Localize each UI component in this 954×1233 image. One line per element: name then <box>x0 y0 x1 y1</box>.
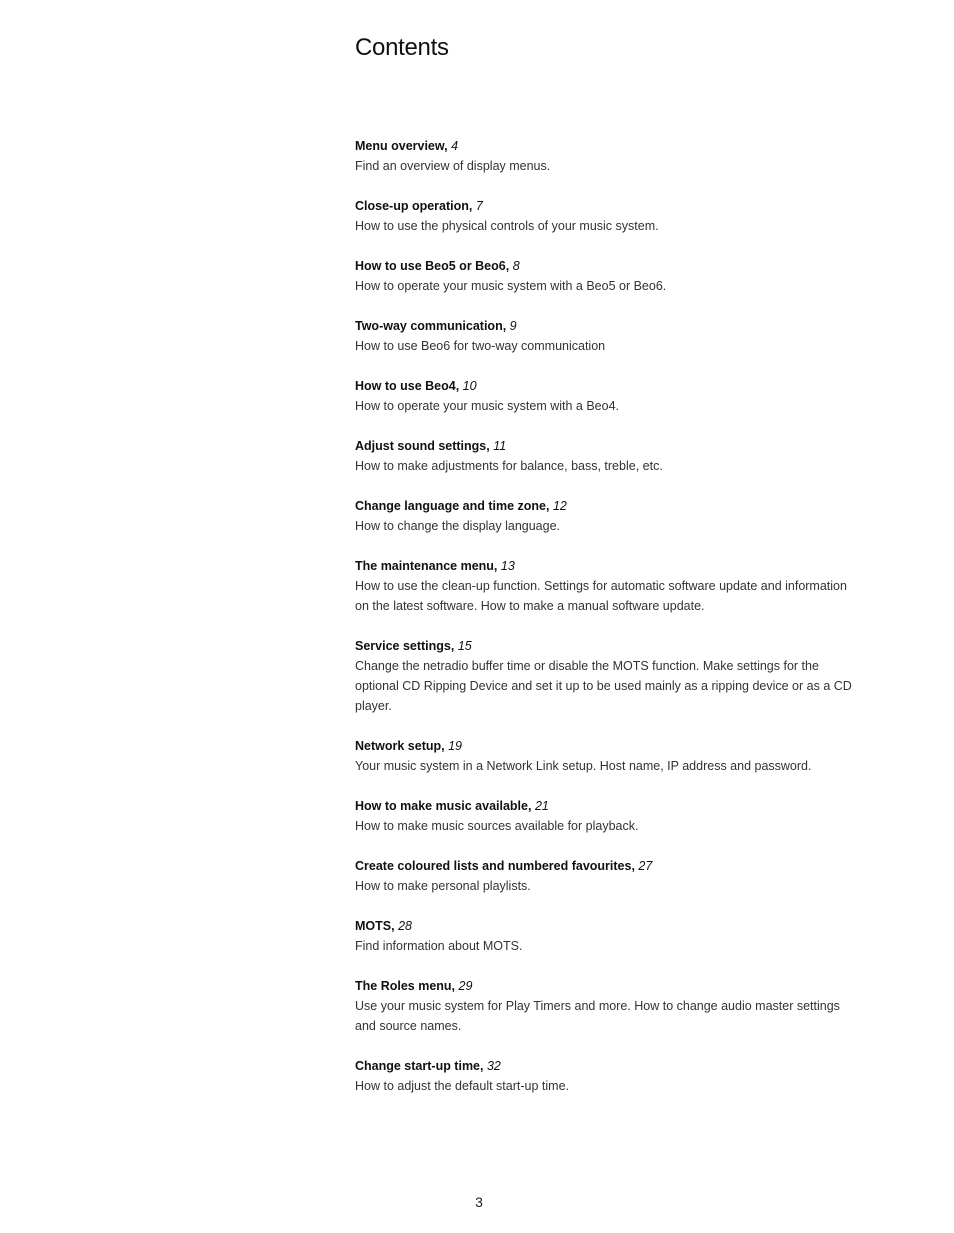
entry-description: Your music system in a Network Link setup. Host name, IP address and password. <box>355 759 812 773</box>
entry-title: The Roles menu, <box>355 979 456 993</box>
entry-description: Use your music system for Play Timers and more. How to change audio master settings and source names. <box>355 999 840 1033</box>
entry-heading <box>355 916 855 936</box>
toc-entry-roles-menu <box>355 976 855 1036</box>
entry-page-number: 10 <box>462 379 477 393</box>
page-title: Contents <box>355 34 449 61</box>
entry-title: How to use Beo4, <box>355 379 460 393</box>
entry-heading <box>355 736 855 756</box>
entry-title: Service settings, <box>355 639 455 653</box>
entry-title: The maintenance menu, <box>355 559 498 573</box>
entry-title: Adjust sound settings, <box>355 439 490 453</box>
entry-heading <box>355 136 855 156</box>
entry-heading <box>355 196 855 216</box>
entry-description: How to change the display language. <box>355 519 561 533</box>
entry-page-number: 8 <box>512 259 520 273</box>
entry-page-number: 12 <box>552 499 567 513</box>
entry-description: How to make personal playlists. <box>355 879 531 893</box>
entry-description: Find information about MOTS. <box>355 939 523 953</box>
entry-title: Two-way communication, <box>355 319 507 333</box>
entry-page-number: 32 <box>486 1059 501 1073</box>
entry-title: MOTS, <box>355 919 395 933</box>
entry-description: Find an overview of display menus. <box>355 159 551 173</box>
entry-description: How to use Beo6 for two-way communication <box>355 339 606 353</box>
entry-page-number: 27 <box>638 859 653 873</box>
entry-title: Change start-up time, <box>355 1059 484 1073</box>
toc-entry-music-available <box>355 796 855 836</box>
toc-entry-beo5-beo6 <box>355 256 855 296</box>
entry-heading <box>355 636 855 656</box>
entry-page-number: 7 <box>475 199 483 213</box>
entry-page-number: 13 <box>500 559 515 573</box>
toc-entry-coloured-lists <box>355 856 855 896</box>
entry-heading <box>355 1056 855 1076</box>
entry-page-number: 28 <box>398 919 412 933</box>
toc-entry-start-up-time <box>355 1056 855 1096</box>
entry-page-number: 19 <box>448 739 462 753</box>
entry-title: How to make music available, <box>355 799 532 813</box>
toc-entry-language-time-zone <box>355 496 855 536</box>
toc-entry-beo4 <box>355 376 855 416</box>
entry-heading <box>355 496 855 516</box>
table-of-contents <box>355 136 855 1116</box>
entry-heading <box>355 436 855 456</box>
entry-description: How to use the physical controls of your music system. <box>355 219 659 233</box>
entry-page-number: 15 <box>457 639 472 653</box>
page-number: 3 <box>475 1194 483 1210</box>
toc-entry-menu-overview <box>355 136 855 176</box>
entry-heading <box>355 316 855 336</box>
entry-page-number: 9 <box>509 319 517 333</box>
entry-description: How to make music sources available for playback. <box>355 819 639 833</box>
entry-heading <box>355 556 855 576</box>
toc-entry-close-up-operation <box>355 196 855 236</box>
entry-description: Change the netradio buffer time or disable the MOTS function. Make settings for the optional CD Ripping Device and set it up to be used mainly as a ripping device or as a CD player. <box>355 659 852 713</box>
entry-heading <box>355 856 855 876</box>
entry-page-number: 21 <box>534 799 549 813</box>
toc-entry-two-way-communication <box>355 316 855 356</box>
entry-description: How to operate your music system with a Beo4. <box>355 399 620 413</box>
entry-heading <box>355 376 855 396</box>
toc-entry-mots <box>355 916 855 956</box>
toc-entry-network-setup <box>355 736 855 776</box>
entry-heading <box>355 976 855 996</box>
entry-heading <box>355 796 855 816</box>
entry-page-number: 29 <box>458 979 473 993</box>
entry-title: Close-up operation, <box>355 199 473 213</box>
toc-entry-service-settings <box>355 636 855 716</box>
toc-entry-sound-settings <box>355 436 855 476</box>
entry-description: How to use the clean-up function. Settings for automatic software update and information on the latest software. How to make a manual software update. <box>355 579 847 613</box>
entry-title: Menu overview, <box>355 139 448 153</box>
entry-title: Network setup, <box>355 739 445 753</box>
toc-entry-maintenance-menu <box>355 556 855 616</box>
entry-description: How to adjust the default start-up time. <box>355 1079 569 1093</box>
entry-page-number: 4 <box>451 139 459 153</box>
entry-description: How to operate your music system with a Beo5 or Beo6. <box>355 279 667 293</box>
entry-title: Create coloured lists and numbered favourites, <box>355 859 635 873</box>
entry-heading <box>355 256 855 276</box>
entry-description: How to make adjustments for balance, bass, treble, etc. <box>355 459 663 473</box>
entry-page-number: 11 <box>493 439 507 453</box>
entry-title: How to use Beo5 or Beo6, <box>355 259 510 273</box>
entry-title: Change language and time zone, <box>355 499 550 513</box>
